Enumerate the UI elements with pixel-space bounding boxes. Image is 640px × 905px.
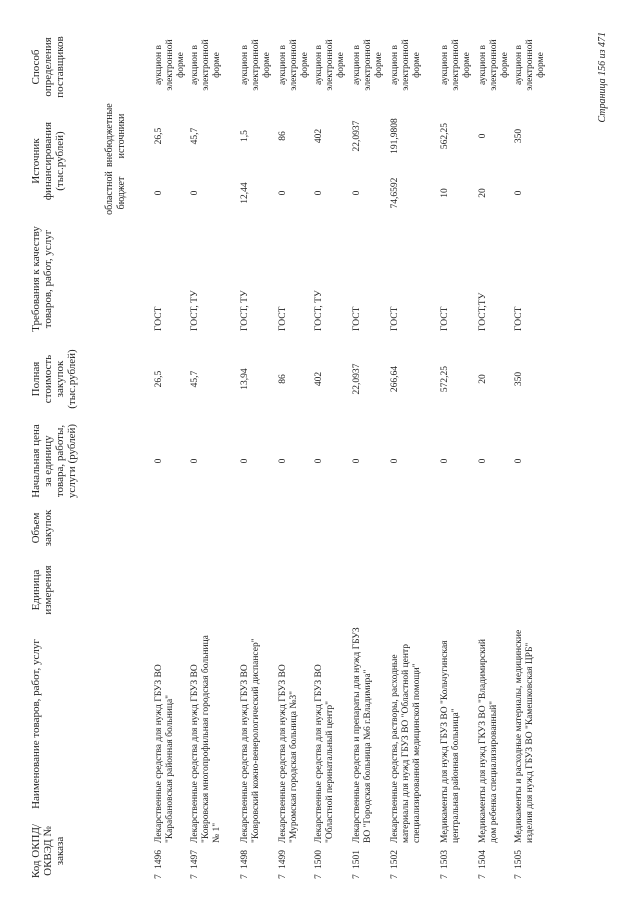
header-source: Источник финансирования (тыс.рублей) — [30, 121, 66, 201]
quality-cell: ГОСТ, ТУ — [190, 290, 200, 331]
order-number-cell: 1504 — [478, 850, 488, 869]
name-cell: Лекарственные средства для нужд ГБУЗ ВО "Ковровская многопрофильная городская больница № 1" — [190, 635, 222, 843]
code-cell: 7 — [440, 874, 450, 879]
total-cell: 266,64 — [390, 365, 400, 393]
code-cell: 7 — [240, 874, 250, 879]
extra-cell: 45,7 — [190, 127, 200, 145]
price-cell: 0 — [352, 458, 362, 464]
code-cell: 7 — [478, 874, 488, 879]
total-cell: 45,7 — [190, 370, 200, 388]
total-cell: 13,94 — [240, 368, 250, 390]
header-volume: Объем закупок — [30, 509, 54, 547]
method-cell: аукцион в электронной форме — [278, 39, 310, 91]
code-cell: 7 — [314, 874, 324, 879]
total-cell: 350 — [514, 371, 524, 387]
quality-cell: ГОСТ — [390, 306, 400, 331]
quality-cell: ГОСТ — [278, 306, 288, 331]
method-cell: аукцион в электронной форме — [240, 39, 272, 91]
order-number-cell: 1502 — [390, 850, 400, 869]
price-cell: 0 — [478, 458, 488, 464]
total-cell: 22,0937 — [352, 363, 362, 395]
name-cell: Медикаменты для нужд ГКУЗ ВО "Владимирский дом ребенка специализированный" — [478, 639, 499, 843]
table-row — [390, 31, 440, 879]
table-row — [190, 31, 240, 879]
name-cell: Лекарственные средства для нужд ГБУЗ ВО "Муромская городская больница №3" — [278, 664, 299, 843]
name-cell: Лекарственные средства и препараты для нужд ГБУЗ ВО "Городская больница №6 г.Владимира" — [352, 627, 373, 843]
header-source-extra: внебюджетные источники — [104, 103, 127, 167]
price-cell: 0 — [440, 458, 450, 464]
price-cell: 0 — [314, 458, 324, 464]
budget-cell: 0 — [154, 190, 164, 196]
budget-cell: 10 — [440, 188, 450, 198]
name-cell: Лекарственные средства для нужд ГБУЗ ВО "Ковровский кожно-венерологический диспансер" — [240, 638, 261, 843]
table-row — [478, 31, 514, 879]
price-cell: 0 — [390, 458, 400, 464]
price-cell: 0 — [190, 458, 200, 464]
extra-cell: 402 — [314, 128, 324, 144]
extra-cell: 26,5 — [154, 127, 164, 145]
extra-cell: 191,9808 — [390, 118, 400, 154]
table-header — [28, 31, 154, 879]
total-cell: 86 — [278, 374, 288, 384]
code-cell: 7 — [352, 874, 362, 879]
header-quality: Требования к качеству товаров, работ, услуг — [30, 226, 54, 332]
header-source-budget: областной бюджет — [104, 171, 127, 215]
method-cell: аукцион в электронной форме — [390, 39, 422, 91]
extra-cell: 86 — [278, 131, 288, 141]
header-name: Наименование товаров, работ, услуг — [30, 639, 42, 809]
procurement-table — [28, 31, 560, 879]
header-code: Код ОКПД/ ОКВЭД № заказа — [30, 823, 66, 879]
code-cell: 7 — [390, 874, 400, 879]
budget-cell: 0 — [352, 190, 362, 196]
method-cell: аукцион в электронной форме — [478, 39, 510, 91]
header-total: Полная стоимость закупок (тыс.рублей) — [30, 349, 78, 409]
method-cell: аукцион в электронной форме — [352, 39, 384, 91]
extra-cell: 562,25 — [440, 122, 450, 150]
order-number-cell: 1498 — [240, 850, 250, 869]
table-row — [352, 31, 390, 879]
table-body — [154, 31, 560, 879]
extra-cell: 1,5 — [240, 130, 250, 142]
budget-cell: 0 — [190, 190, 200, 196]
quality-cell: ГОСТ — [154, 306, 164, 331]
table-row — [154, 31, 190, 879]
header-unit: Единица измерения — [30, 565, 54, 615]
name-cell: Лекарственные средства для нужд ГБУЗ ВО "Карабановская районная больница" — [154, 664, 175, 843]
extra-cell: 0 — [478, 133, 488, 139]
page-number: Страница 156 из 471 — [597, 32, 608, 123]
order-number-cell: 1503 — [440, 850, 450, 869]
quality-cell: ГОСТ,ТУ — [478, 292, 488, 331]
method-cell: аукцион в электронной форме — [190, 39, 222, 91]
header-price: Начальная цена за единицу товара, работы, услуги (рублей) — [30, 423, 78, 499]
method-cell: аукцион в электронной форме — [154, 39, 186, 91]
method-cell: аукцион в электронной форме — [440, 39, 472, 91]
budget-cell: 0 — [278, 190, 288, 196]
extra-cell: 350 — [514, 128, 524, 144]
quality-cell: ГОСТ — [440, 306, 450, 331]
total-cell: 572,25 — [440, 365, 450, 393]
table-row — [440, 31, 478, 879]
budget-cell: 74,6592 — [390, 177, 400, 209]
name-cell: Медикаменты и расходные материалы, медицинские изделия для нужд ГБУЗ ВО "Камешковская ЦРБ" — [514, 629, 535, 843]
budget-cell: 0 — [314, 190, 324, 196]
budget-cell: 0 — [514, 190, 524, 196]
price-cell: 0 — [154, 458, 164, 464]
table-row — [240, 31, 278, 879]
order-number-cell: 1497 — [190, 850, 200, 869]
budget-cell: 20 — [478, 188, 488, 198]
quality-cell: ГОСТ, ТУ — [314, 290, 324, 331]
code-cell: 7 — [190, 874, 200, 879]
table-row — [514, 31, 560, 879]
code-cell: 7 — [514, 874, 524, 879]
quality-cell: ГОСТ, ТУ — [240, 290, 250, 331]
code-cell: 7 — [278, 874, 288, 879]
order-number-cell: 1501 — [352, 850, 362, 869]
name-cell: Медикаменты для нужд ГБУЗ ВО "Кольчугинская центральная районная больница" — [440, 640, 461, 843]
total-cell: 402 — [314, 371, 324, 387]
order-number-cell: 1505 — [514, 850, 524, 869]
total-cell: 20 — [478, 374, 488, 384]
order-number-cell: 1500 — [314, 850, 324, 869]
table-row — [314, 31, 352, 879]
code-cell: 7 — [154, 874, 164, 879]
name-cell: Лекарственные средства для нужд ГБУЗ ВО "Областной перинатальный центр" — [314, 664, 335, 843]
quality-cell: ГОСТ — [514, 306, 524, 331]
order-number-cell: 1499 — [278, 850, 288, 869]
price-cell: 0 — [514, 458, 524, 464]
price-cell: 0 — [278, 458, 288, 464]
extra-cell: 22,0937 — [352, 120, 362, 152]
budget-cell: 12,44 — [240, 182, 250, 204]
quality-cell: ГОСТ — [352, 306, 362, 331]
price-cell: 0 — [240, 458, 250, 464]
header-method: Способ определения поставщиков — [30, 36, 66, 98]
table-row — [278, 31, 314, 879]
name-cell: Лекарственные средства, растворы, расходные материалы для нужд ГБУЗ ВО "Областной центр специализированной медицинской помощи" — [390, 644, 422, 843]
order-number-cell: 1496 — [154, 850, 164, 869]
total-cell: 26,5 — [154, 370, 164, 388]
method-cell: аукцион в электронной форме — [514, 39, 546, 91]
method-cell: аукцион в электронной форме — [314, 39, 346, 91]
